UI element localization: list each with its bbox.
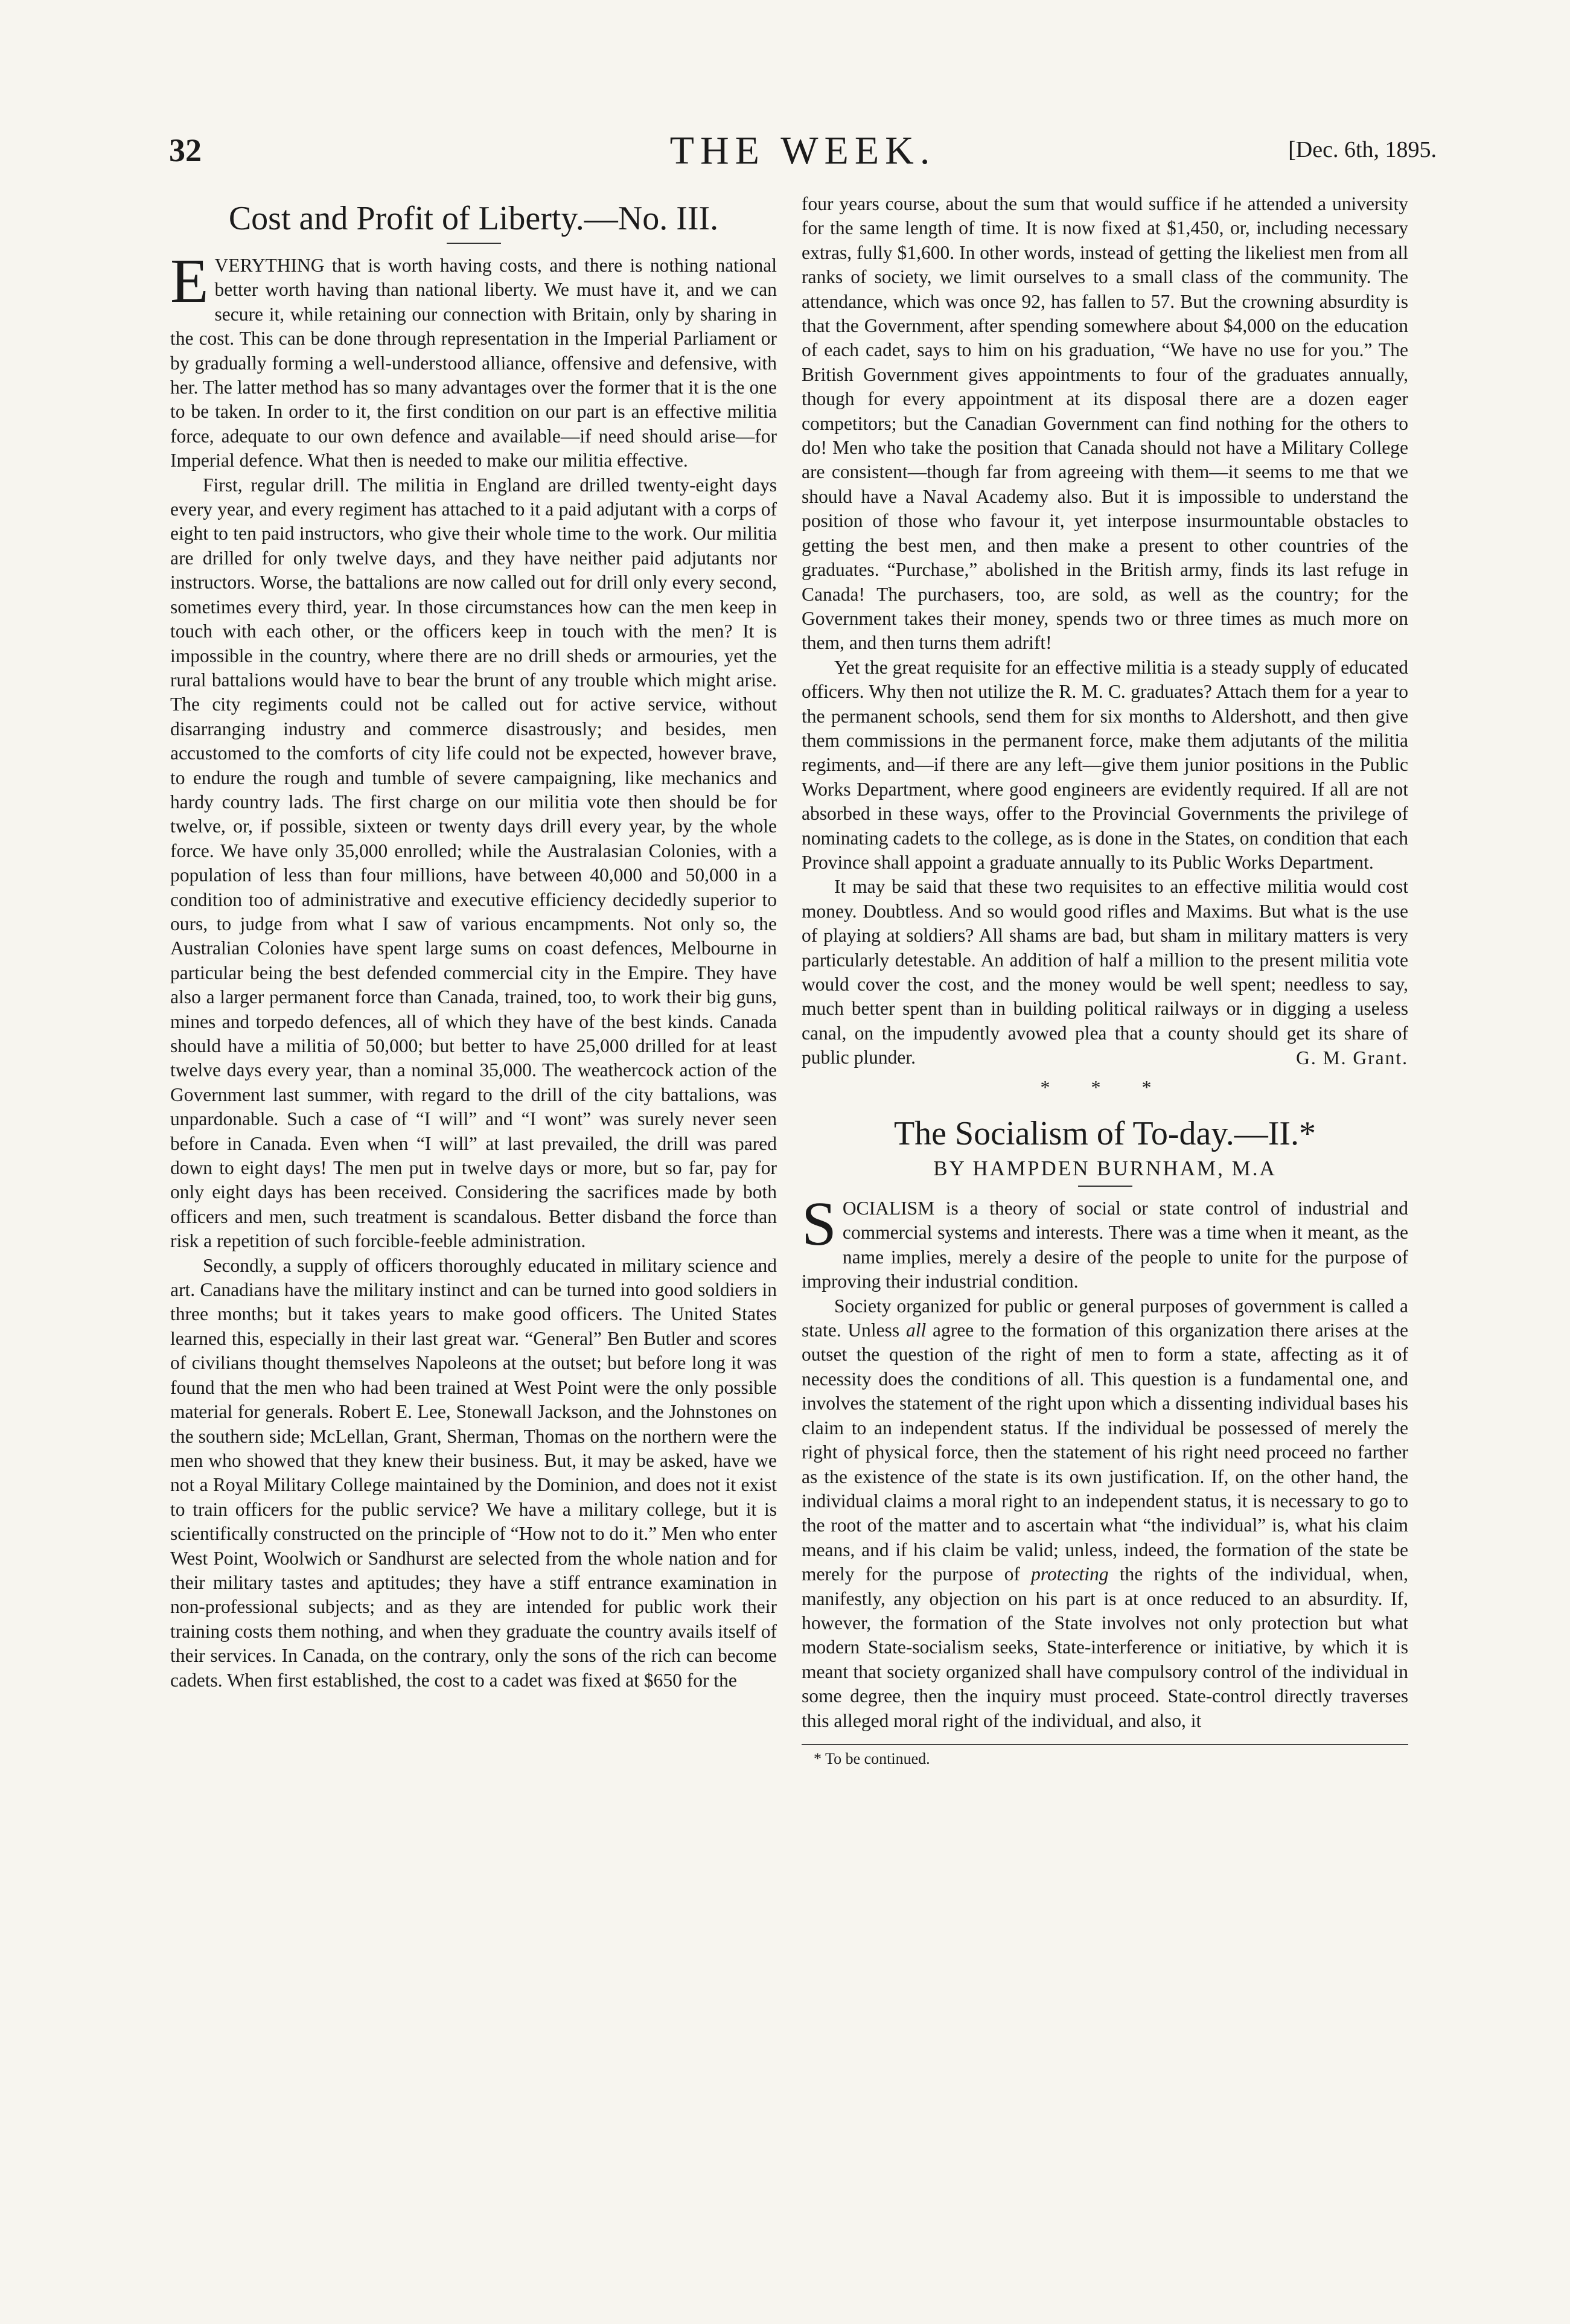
- paragraph: [802, 1189, 1408, 1294]
- paragraph: It may be said that these two requisites to an effective militia would cost money. Doubtless. And so would good rifles and Maxims. But what is the use of playing at soldiers? All shams are bad, but sham in military matters is very particularly detestable. An addition of half a million to the present militia vote would cover the cost, and the money would be well spent; needless to say, much better spent than in building political railways or in digging a useless canal, on the impudently avowed plea that a county should get its share of public plunder.: [802, 876, 1408, 1068]
- article-title-socialism: The Socialism of To-day.—II.*: [893, 1115, 1316, 1153]
- journal-title: THE WEEK.: [669, 129, 936, 173]
- footnote-rule: [802, 1744, 1408, 1745]
- title-rule: [447, 243, 501, 244]
- paragraph: [802, 1294, 1408, 1733]
- paragraph-text: the rights of the individual, when, manifestly, any objection on his part is at once reduced to an absurdity. If, however, the formation of the State involves not only protection but what modern State-socialism seeks, State-interference or initiative, by which it is meant that society organized shall have compulsory control of the individual in some degree, then the inquiry must proceed. State-control directly traverses this alleged moral right of the individual, and also, it: [802, 1563, 1408, 1731]
- page-number: 32: [169, 132, 202, 168]
- emphasis: all: [905, 1320, 927, 1341]
- right-column: [802, 192, 1408, 1768]
- paragraph: Yet the great requisite for an effective militia is a steady supply of educated officers. Why then not utilize the R. M. C. graduates? Attach them for a year to the permanent schools, send them for six months to Aldershott, and then give them commissions in the permanent force, make them adjutants of the militia regiments, and—if there are any left—give them junior positions in the Public Works Department, where good engineers are evidently required. If all are not absorbed in these ways, offer to the Provincial Governments the privilege of nominating cadets to the college, as is done in the States, on condition that each Province shall appoint a graduate annually to its Public Works Department.: [802, 656, 1408, 873]
- left-column: [170, 192, 777, 1693]
- title-rule: [1078, 1186, 1132, 1187]
- paragraph-text: agree to the formation of this organization there arises at the outset the question of the right of men to form a state, affecting as it of necessity does the conditions of all. This question is a fundamental one, and involves the statement of the right upon which a dissenting individual bases his claim to an independent status. If the individual be possessed of merely the right of physical force, then the statement of his right need proceed no farther as the existence of the state is its own justification. If, on the other hand, the individual claims a moral right to an independent status, it is necessary to go to the root of the matter and to ascertain what “the individual” is, what his claim means, and if his claim be valid; unless, indeed, the formation of the state be merely for the purpose of: [802, 1320, 1408, 1585]
- paragraph: Secondly, a supply of officers thoroughly educated in military science and art. Canadians have the military instinct and can be turned into good soldiers in three months; but it takes years to make good officers. The United States learned this, especially in their last great war. “General” Ben Butler and scores of civilians thought themselves Napoleons at the outset; but before long it was found that the men who had been trained at West Point were the only possible material for generals. Robert E. Lee, Stonewall Jackson, and the Johnstones on the southern side; McLellan, Grant, Sherman, Thomas on the northern were the men who showed that they knew their business. But, it may be asked, have we not a Royal Military College maintained by the Dominion, and does not it exist to train officers for the public service? We have a military college, but it is scientifically constructed on the principle of “How not to do it.” Men who enter West Point, Woolwich or Sandhurst are selected from the whole nation and for their military tastes and aptitudes; they have a stiff entrance examination in non-professional subjects; and as they are intended for public work their training costs them nothing, and when they graduate the country avails itself of their services. In Canada, on the contrary, only the sons of the rich can become cadets. When first established, the cost to a cadet was fixed at $650 for the: [170, 1254, 777, 1691]
- paragraph-text: Society organized for public or general purposes of government is called a state. Unless: [802, 1295, 1408, 1341]
- drop-cap: E: [170, 246, 209, 316]
- paragraph-text: OCIALISM is a theory of social or state control of industrial and commercial systems and interests. There was a time when it meant, as the name implies, merely a desire of the people to unite for the purpose of improving their industrial condition.: [802, 1198, 1408, 1292]
- drop-cap: S: [802, 1189, 837, 1259]
- author-signature: G. M. Grant.: [1296, 1047, 1408, 1068]
- issue-date: [Dec. 6th, 1895.: [1288, 137, 1437, 162]
- emphasis: protecting: [1031, 1563, 1109, 1585]
- section-separator: * * *: [1040, 1076, 1170, 1099]
- byline: BY HAMPDEN BURNHAM, M.A: [933, 1157, 1277, 1181]
- footnote: * To be continued.: [814, 1749, 930, 1767]
- paragraph-continued: four years course, about the sum that would suffice if he attended a university for the same length of time. It is now fixed at $1,450, or, including necessary extras, fully $1,600. In other words, instead of getting the likeliest men from all ranks of society, we limit ourselves to a small class of the community. The attendance, which was once 92, has fallen to 57. But the crowning absurdity is that the Government, after spending somewhere about $4,000 on the education of each cadet, says to him on his graduation, “We have no use for you.” The British Government gives appointments to four of the graduates annually, though for every appointment at its disposal there are a dozen eager competitors; but the Canadian Government can find nothing for the others to do! Men who take the position that Canada should not have a Military College are consistent—though far from agreeing with them—it seems to me that we should have a Naval Academy also. But it is impossible to understand the position of those who favour it, yet interpose insurmountable obstacles to getting the best men, and then make a present to other countries of the graduates. “Purchase,” abolished in the British army, finds its last refuge in Canada! The purchasers, too, are sold, as well as the country; for the Government takes their money, spends two or three times as much more on them, and then turns them adrift!: [802, 193, 1408, 654]
- page-header: [169, 129, 1437, 180]
- article-title-liberty: Cost and Profit of Liberty.—No. III.: [228, 200, 719, 237]
- paragraph: First, regular drill. The militia in England are drilled twenty-eight days every year, and every regiment has attached to it a paid adjutant with a corps of eight to ten paid instructors, who give their whole time to the work. Our militia are drilled for only twelve days, and they have neither paid adjutants nor instructors. Worse, the battalions are now called out for drill only every second, sometimes every third, year. In those circumstances how can the men keep in touch with each other, or the officers keep in touch with the men? It is impossible in the country, where there are no drill sheds or armouries, yet the rural battalions would have to bear the brunt of any trouble which might arise. The city regiments could not be called out for active service, without disarranging industry and commerce disastrously; and besides, men accustomed to the comforts of city life could not be expected, however brave, to endure the rough and tumble of severe campaigning, like mechanics and hardy country lads. The first charge on our militia vote then should be for twelve, or, if possible, sixteen or twenty days drill every year, by the whole force. We have only 35,000 enrolled; while the Australasian Colonies, with a population of less than four millions, have between 40,000 and 50,000 in a condition too of administrative and executive efficiency decidedly superior to ours, to judge from what I saw of various encampments. Not only so, the Australian Colonies have spent large sums on coast defences, Melbourne in particular being the best defended commercial city in the Empire. They have also a larger permanent force than Canada, trained, too, to work their big guns, mines and torpedo defences, all of which they have of the best kinds. Canada should have a militia of 50,000; but better to have 25,000 drilled for at least twelve days every year, than a nominal 35,000. The weathercock action of the Government last summer, with regard to the drill of the city battalions, was unpardonable. Such a case of “I will” and “I wont” was surely never seen before in Canada. Even when “I will” at last prevailed, the drill was pared down to eight days! The men put in twelve days or more, but so far, pay for only eight days has been received. Considering the sacrifices made by both officers and men, such treatment is scandalous. Better disband the force than risk a repetition of such forcible-feeble administration.: [170, 474, 777, 1252]
- paragraph-text: VERYTHING that is worth having costs, and there is nothing national better worth having than national liberty. We must have it, and we can secure it, while retaining our connection with Britain, only by sharing in the cost. This can be done through representation in the Imperial Parliament or by gradually forming a well-understood alliance, offensive and defensive, with her. The latter method has so many advantages over the former that it is the one to be taken. In order to it, the first condition on our part is an effective militia force, adequate to our own defence and available—if need should arise—for Imperial defence. What then is needed to make our militia effective.: [170, 255, 777, 471]
- paragraph: [170, 246, 777, 473]
